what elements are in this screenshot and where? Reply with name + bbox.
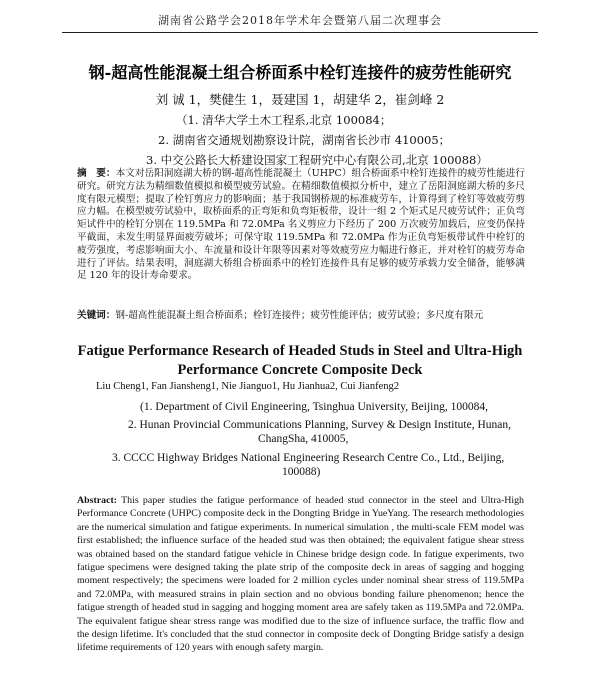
chinese-keywords-label: 关键词：	[77, 310, 116, 321]
english-affiliation-1: (1. Department of Civil Engineering, Tsinghua University, Beijing, 100084,	[140, 401, 488, 413]
header-rule	[62, 32, 538, 33]
chinese-title: 钢-超高性能混凝土组合桥面系中栓钉连接件的疲劳性能研究	[88, 63, 512, 82]
chinese-keywords	[77, 310, 540, 323]
chinese-abstract-label: 摘 要：	[77, 168, 116, 179]
running-head: 湖南省公路学会2018年学术年会暨第八届二次理事会	[158, 14, 442, 27]
chinese-affiliation-3: 3. 中交公路长大桥建设国家工程研究中心有限公司,北京 100088）	[146, 153, 488, 167]
chinese-abstract-text: 本文对岳阳洞庭湖大桥的钢-超高性能混凝土（UHPC）组合桥面系中栓钉连接件的疲劳性能进行研究。研究方法为精细数值模拟和模型疲劳试验。在精细数值模拟分析中，建立了岳阳洞庭湖大桥的多尺度有限元模型；提取了栓钉剪应力的影响面；基于我国钢桥规的标准疲劳车，计算得到了栓钉等效疲劳剪应力幅。在模型疲劳试验中，取桥面系的正弯矩和负弯矩板带，设计一组 2 个矩式足尺疲劳试件；正负弯矩试件中的栓钉分别在 119.5MPa 和 72.0MPa 名义剪应力下经历了 200 万次疲劳加载后，应变仍保持平截面，未发生明显界面疲劳破坏；可保守取 119.5MPa 和 72.0MPa 作为正负弯矩板带试件中栓钉的疲劳强度，考虑影响面大小、车流量和设计年限等因素对等效疲劳应力幅进行修正，并对栓钉的疲劳寿命进行了评估。结果表明，洞庭湖大桥组合桥面系中的栓钉连接件具有足够的疲劳承载力安全储备，能够满足 120 年的设计寿命要求。	[77, 168, 525, 282]
chinese-abstract	[77, 168, 525, 283]
english-affiliation-3: 3. CCCC Highway Bridges National Engineering Research Centre Co., Ltd., Beijing,	[112, 452, 505, 464]
chinese-authors: 刘 诚 1，樊健生 1，聂建国 1，胡建华 2，崔剑峰 2	[155, 92, 445, 107]
chinese-affiliation-2: 2. 湖南省交通规划勘察设计院，湖南省长沙市 410005；	[158, 133, 451, 147]
english-affiliation-2: 2. Hunan Provincial Communications Planning, Survey & Design Institute, Hunan,	[128, 419, 511, 431]
english-abstract	[77, 494, 524, 655]
english-abstract-text: This paper studies the fatigue performance of headed stud connector in the steel and Ultra-High Performance Concrete (UHPC) composite deck in the Dongting Bridge in YueYang. The research methodologies are the numerical simulation and fatigue experiments. In numerical simulation , the multi-scale FEM model was first established; the influence surface of the headed stud was then obtained; the equivalent fatigue shear stress was obtained based on the standard fatigue vehicle in Chinese bridge design code. In fatigue experiments, two fatigue specimens were designed taking the plate strip of the composite deck in areas of sagging and hogging moment respectively; the specimens were loaded for 2 million cycles under nominal shear stress of 119.5MPa and 72.0MPa, with measured strains in plain section and no obvious bonding failure phenomenon; hence the fatigue strength of headed stud in sagging and hogging moment area are safely taken as 119.5MPa and 72.0MPa. The equivalent fatigue shear stress range was modified due to the size of influence surface, the traffic flow and the design lifetime. It's concluded that the stud connector in composite deck of Dongting Bridge satisfy a design lifetime requirements of 120 years with enough safety margin.	[77, 495, 524, 654]
english-title: Fatigue Performance Research of Headed Studs in Steel and Ultra-High Performance Concrete Composite Deck	[77, 343, 523, 378]
chinese-keywords-text: 钢-超高性能混凝土组合桥面系；栓钉连接件；疲劳性能评估；疲劳试验；多尺度有限元	[115, 310, 484, 321]
english-authors: Liu Cheng1, Fan Jiansheng1, Nie Jianguo1, Hu Jianhua2, Cui Jianfeng2	[96, 381, 400, 392]
english-affiliation-2-cont: ChangSha, 410005,	[258, 433, 349, 445]
english-affiliation-3-cont: 100088)	[282, 466, 321, 478]
chinese-affiliation-1: （1. 清华大学土木工程系,北京 100084；	[176, 113, 392, 127]
english-abstract-label: Abstract:	[77, 495, 118, 506]
